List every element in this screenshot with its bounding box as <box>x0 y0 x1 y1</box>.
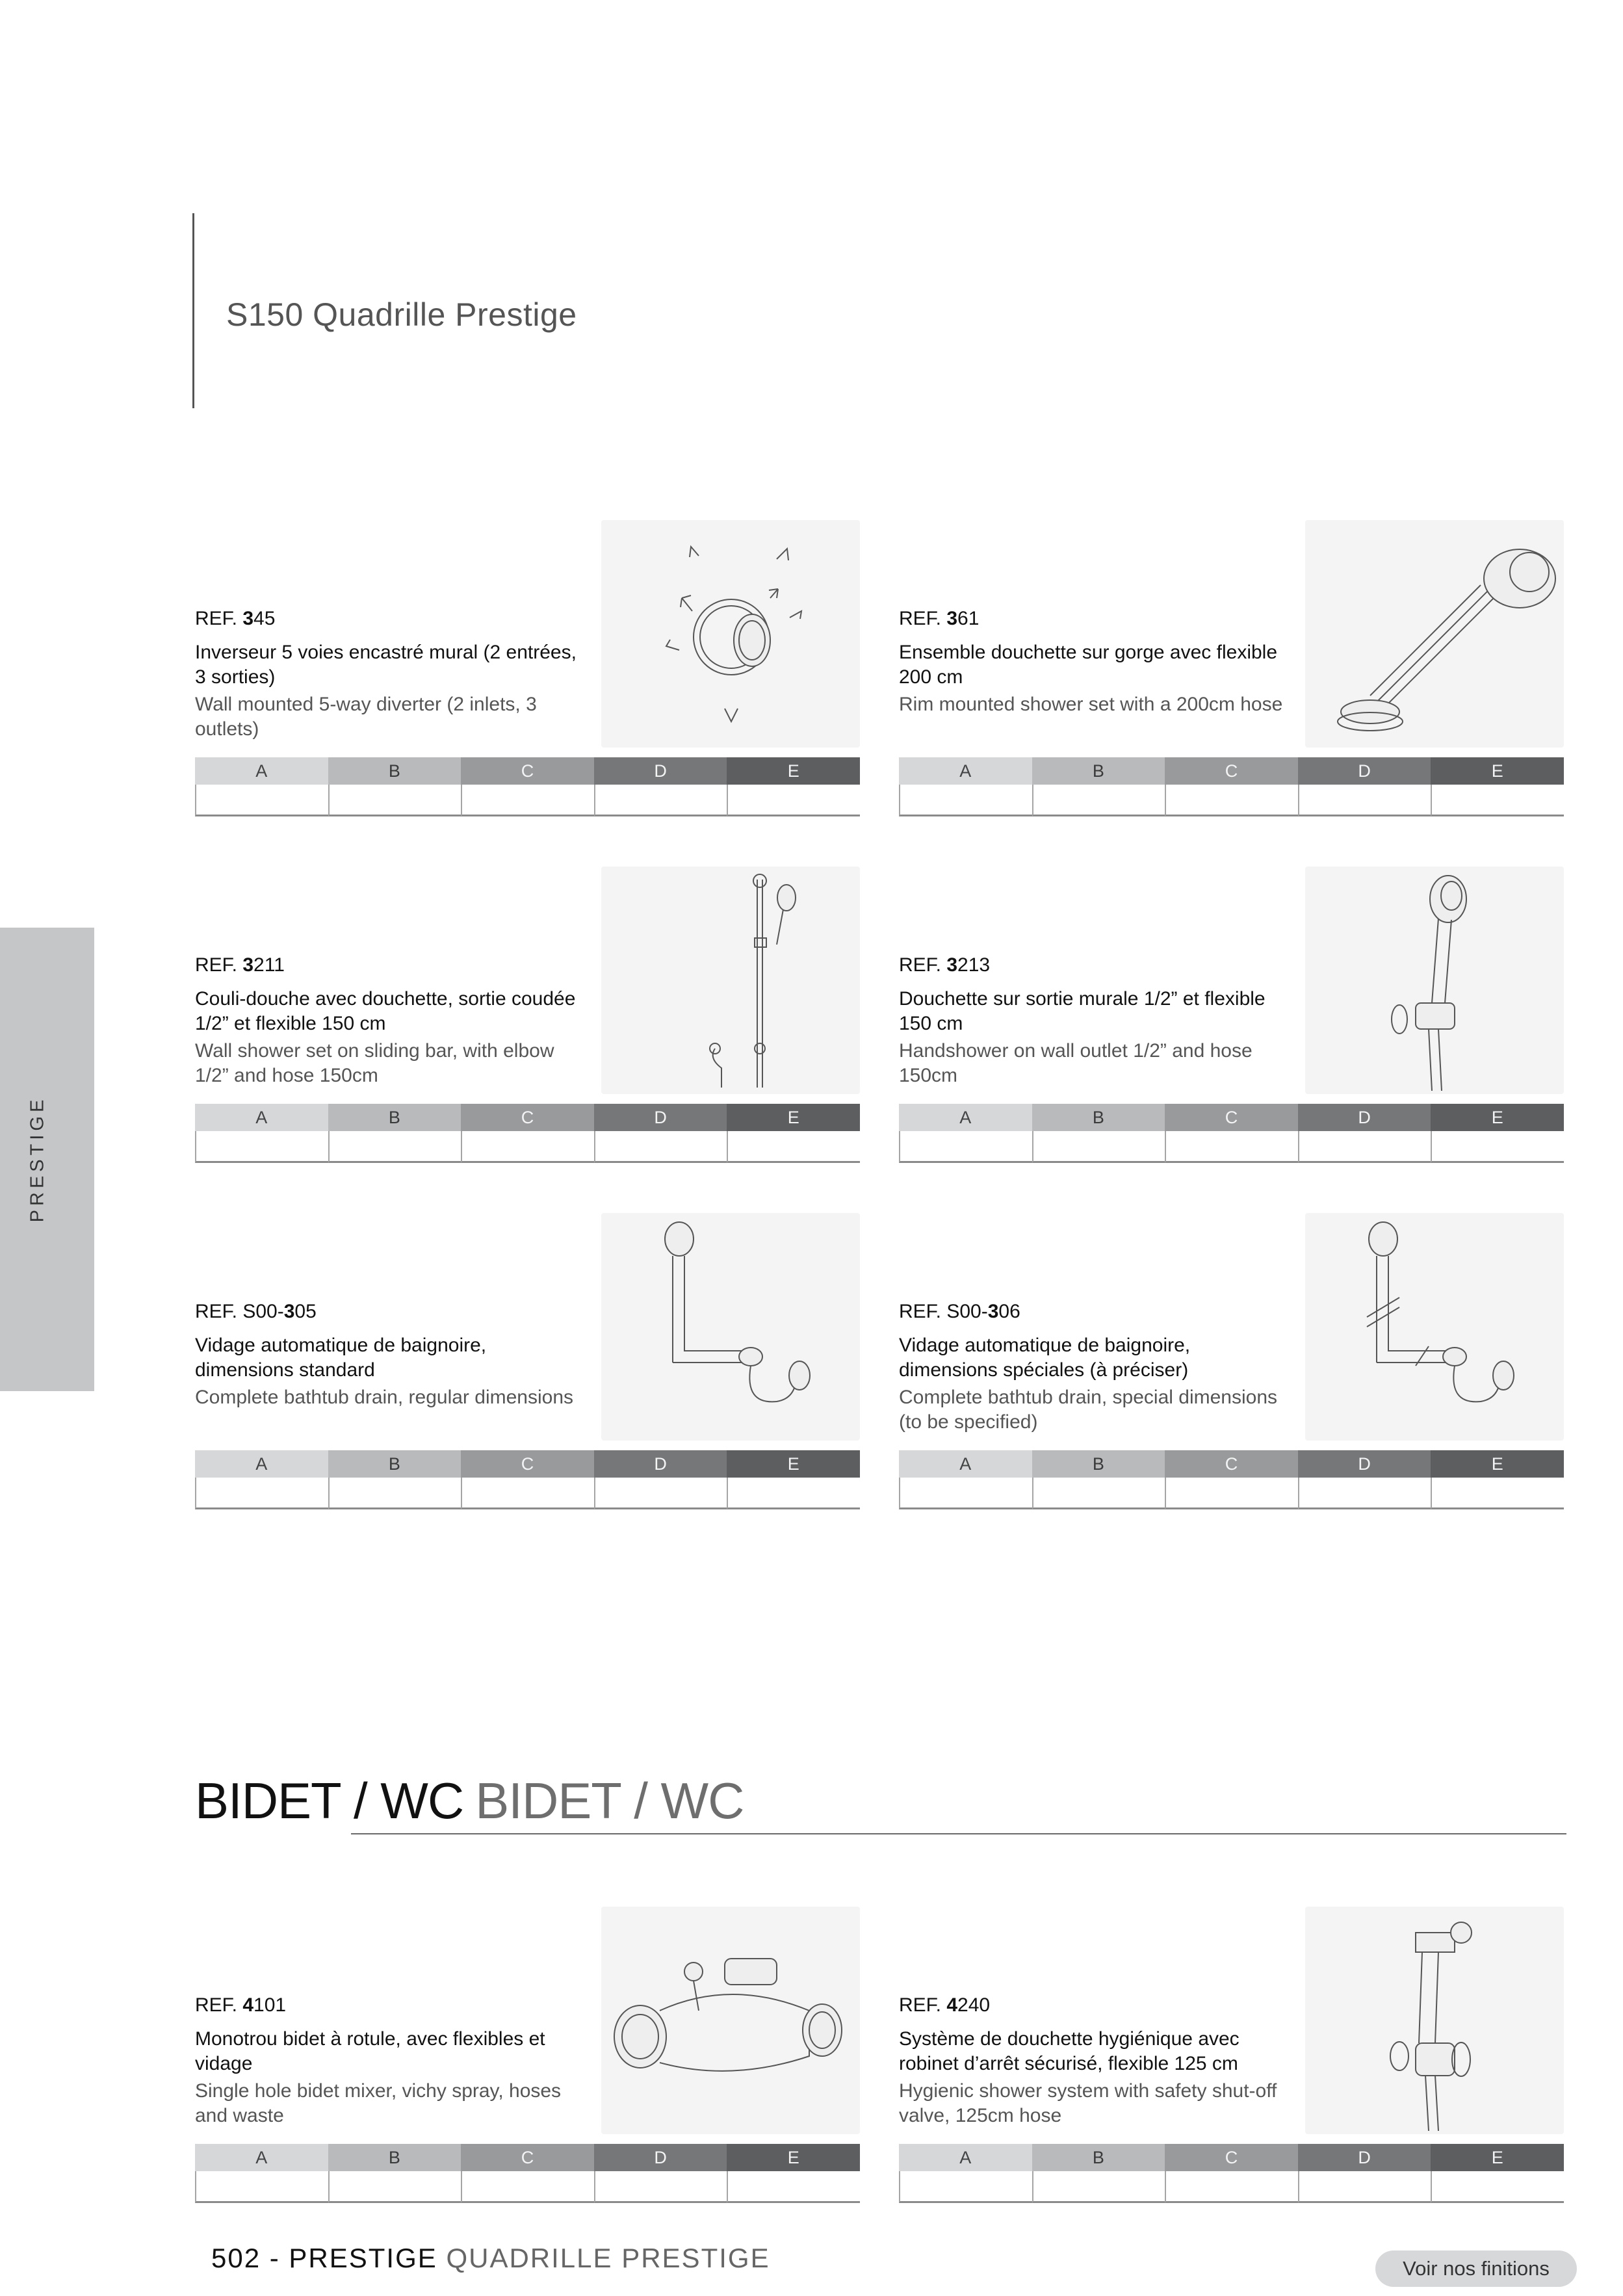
finish-header-e: E <box>1431 757 1564 785</box>
finish-header-e: E <box>727 1450 860 1478</box>
finish-header-c: C <box>1165 1450 1298 1478</box>
finish-cell <box>1032 1131 1165 1163</box>
finish-cell <box>1032 1478 1165 1509</box>
finish-header-c: C <box>1165 2144 1298 2171</box>
product-name-en: Rim mounted shower set with a 200cm hose <box>899 694 1283 715</box>
finish-table <box>195 757 860 816</box>
finish-header-a: A <box>899 757 1032 785</box>
finish-cell <box>594 1131 727 1163</box>
footer-series: QUADRILLE PRESTIGE <box>446 2243 770 2273</box>
section-subtitle: BIDET / WC <box>475 1772 744 1829</box>
product-ref: REF. 3211 <box>195 954 285 976</box>
finish-header-e: E <box>727 2144 860 2171</box>
product-image <box>601 867 860 1094</box>
bath-drain-special-icon <box>1305 1213 1564 1441</box>
finish-table <box>899 1450 1564 1509</box>
product-image <box>1305 1907 1564 2134</box>
finish-header-a: A <box>899 1104 1032 1131</box>
finish-header-c: C <box>461 757 594 785</box>
product-name-en: Wall shower set on sliding bar, with elbow 1/2” and hose 150cm <box>195 1040 554 1086</box>
finish-cell <box>899 785 1032 816</box>
finish-cell <box>594 1478 727 1509</box>
finish-header-b: B <box>328 757 461 785</box>
side-tab-label: PRESTIGE <box>27 1095 48 1223</box>
finish-table <box>899 757 1564 816</box>
product-image <box>601 1907 860 2134</box>
product-ref: REF. 4240 <box>899 1994 991 2016</box>
finish-header-c: C <box>461 2144 594 2171</box>
product-card <box>899 1907 1564 2206</box>
product-name-fr: Couli-douche avec douchette, sortie coudée 1/2” et flexible 150 cm <box>195 988 576 1034</box>
finish-cell <box>1165 785 1298 816</box>
product-image <box>601 1213 860 1441</box>
product-image <box>1305 867 1564 1094</box>
finish-cell <box>727 785 860 816</box>
product-image <box>1305 520 1564 748</box>
series-divider <box>192 213 194 408</box>
product-name-en: Complete bathtub drain, regular dimensions <box>195 1387 573 1408</box>
finish-cell <box>1431 1131 1564 1163</box>
finish-table <box>899 2144 1564 2203</box>
finish-cell <box>195 1131 328 1163</box>
finish-cell <box>1298 1478 1431 1509</box>
diverter-icon <box>601 520 860 748</box>
product-name-en: Wall mounted 5-way diverter (2 inlets, 3 outlets) <box>195 694 537 740</box>
product-card <box>899 867 1564 1166</box>
finish-cell <box>328 785 461 816</box>
finish-header-b: B <box>1032 757 1165 785</box>
sliding-bar-icon <box>601 867 860 1094</box>
hand-shower-icon <box>1305 520 1564 748</box>
product-name-fr: Vidage automatique de baignoire, dimensions standard <box>195 1335 487 1381</box>
finish-header-c: C <box>461 1450 594 1478</box>
finish-header-c: C <box>461 1104 594 1131</box>
finish-header-b: B <box>1032 1450 1165 1478</box>
footer-page: 502 - PRESTIGE <box>211 2243 437 2273</box>
product-ref: REF. S00-306 <box>899 1301 1020 1322</box>
finish-cell <box>1032 785 1165 816</box>
bath-drain-icon <box>601 1213 860 1441</box>
product-name-en: Single hole bidet mixer, vichy spray, hoses and waste <box>195 2080 562 2126</box>
finish-cell <box>328 2171 461 2203</box>
finish-cell <box>727 1131 860 1163</box>
product-name-fr: Système de douchette hygiénique avec robinet d’arrêt sécurisé, flexible 125 cm <box>899 2028 1240 2074</box>
finish-table <box>899 1104 1564 1163</box>
finish-cell <box>1431 785 1564 816</box>
finish-header-a: A <box>195 1104 328 1131</box>
finish-cell <box>461 785 594 816</box>
product-name-fr: Monotrou bidet à rotule, avec flexibles et vidage <box>195 2028 545 2074</box>
product-name-fr: Douchette sur sortie murale 1/2” et flexible 150 cm <box>899 988 1266 1034</box>
product-card <box>899 1213 1564 1512</box>
finish-header-b: B <box>328 1450 461 1478</box>
page-footer <box>211 2243 770 2274</box>
finish-header-c: C <box>1165 1104 1298 1131</box>
finish-header-e: E <box>727 757 860 785</box>
finish-header-a: A <box>195 757 328 785</box>
finish-cell <box>1032 2171 1165 2203</box>
section-rule <box>351 1833 1566 1834</box>
finish-cell <box>195 1478 328 1509</box>
product-ref: REF. S00-305 <box>195 1301 317 1322</box>
finish-cell <box>594 2171 727 2203</box>
finish-cell <box>1431 2171 1564 2203</box>
finish-cell <box>594 785 727 816</box>
product-ref: REF. 361 <box>899 608 980 629</box>
finish-header-e: E <box>1431 1450 1564 1478</box>
finish-header-e: E <box>1431 1104 1564 1131</box>
finish-header-d: D <box>594 757 727 785</box>
bidet-mixer-icon <box>601 1907 860 2134</box>
section-title: BIDET / WC BIDET / WC <box>195 1772 744 1829</box>
finish-cell <box>727 1478 860 1509</box>
product-name-fr: Inverseur 5 voies encastré mural (2 entrées, 3 sorties) <box>195 642 577 688</box>
finish-cell <box>727 2171 860 2203</box>
finish-cell <box>1165 1478 1298 1509</box>
finish-header-b: B <box>1032 1104 1165 1131</box>
product-name-en: Hygienic shower system with safety shut-off valve, 125cm hose <box>899 2080 1277 2126</box>
finish-cell <box>1298 785 1431 816</box>
finish-header-c: C <box>1165 757 1298 785</box>
finish-header-d: D <box>1298 1450 1431 1478</box>
product-card <box>195 1213 860 1512</box>
finish-header-e: E <box>1431 2144 1564 2171</box>
product-card <box>195 520 860 819</box>
finish-header-b: B <box>1032 2144 1165 2171</box>
wall-outlet-shower-icon <box>1305 867 1564 1094</box>
finish-header-a: A <box>899 1450 1032 1478</box>
finish-cell <box>1298 2171 1431 2203</box>
finish-cell <box>195 785 328 816</box>
product-image <box>601 520 860 748</box>
product-ref: REF. 4101 <box>195 1994 287 2016</box>
finish-header-a: A <box>195 1450 328 1478</box>
finish-cell <box>899 1478 1032 1509</box>
finish-table <box>195 2144 860 2203</box>
finish-header-d: D <box>594 1104 727 1131</box>
finish-header-d: D <box>594 2144 727 2171</box>
series-title: S150 Quadrille Prestige <box>226 296 577 333</box>
product-card <box>195 1907 860 2206</box>
finish-header-b: B <box>328 1104 461 1131</box>
finish-cell <box>461 1131 594 1163</box>
finish-cell <box>899 1131 1032 1163</box>
product-name-en: Handshower on wall outlet 1/2” and hose 150cm <box>899 1040 1253 1086</box>
product-name-fr: Ensemble douchette sur gorge avec flexible 200 cm <box>899 642 1278 688</box>
finish-header-a: A <box>899 2144 1032 2171</box>
view-finishes-button[interactable]: Voir nos finitions <box>1375 2250 1577 2287</box>
finish-cell <box>1431 1478 1564 1509</box>
finish-table <box>195 1104 860 1163</box>
finish-cell <box>328 1131 461 1163</box>
finish-cell <box>1298 1131 1431 1163</box>
hygienic-shower-icon <box>1305 1907 1564 2134</box>
finish-header-a: A <box>195 2144 328 2171</box>
finish-header-d: D <box>594 1450 727 1478</box>
finish-cell <box>328 1478 461 1509</box>
product-name-en: Complete bathtub drain, special dimensions (to be specified) <box>899 1387 1277 1433</box>
product-ref: REF. 345 <box>195 608 276 629</box>
product-ref: REF. 3213 <box>899 954 991 976</box>
product-name-fr: Vidage automatique de baignoire, dimensions spéciales (à préciser) <box>899 1335 1191 1381</box>
finish-header-d: D <box>1298 2144 1431 2171</box>
finish-header-e: E <box>727 1104 860 1131</box>
finish-cell <box>461 2171 594 2203</box>
finish-header-b: B <box>328 2144 461 2171</box>
product-card <box>195 867 860 1166</box>
finish-header-d: D <box>1298 1104 1431 1131</box>
finish-cell <box>195 2171 328 2203</box>
product-card <box>899 520 1564 819</box>
finish-cell <box>461 1478 594 1509</box>
product-image <box>1305 1213 1564 1441</box>
finish-header-d: D <box>1298 757 1431 785</box>
finish-cell <box>1165 2171 1298 2203</box>
finish-cell <box>899 2171 1032 2203</box>
finish-cell <box>1165 1131 1298 1163</box>
finish-table <box>195 1450 860 1509</box>
